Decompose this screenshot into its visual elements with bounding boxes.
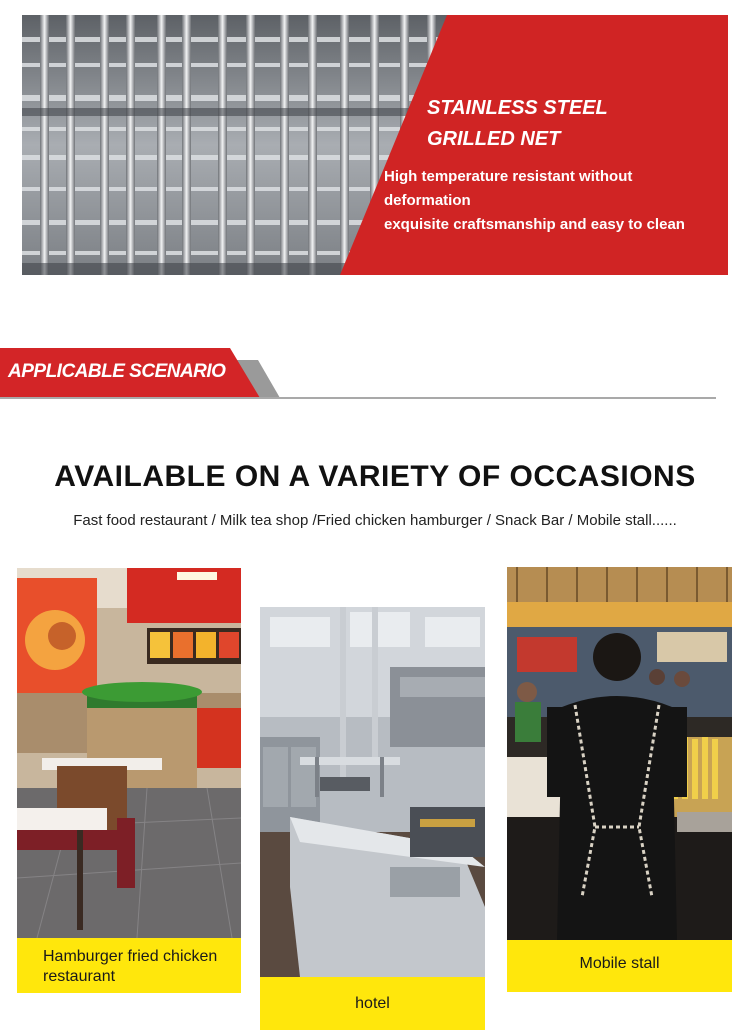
- mobile-stall-photo: [507, 567, 732, 940]
- hotel-kitchen-photo: [260, 607, 485, 977]
- section-title: APPLICABLE SCENARIO: [8, 361, 226, 382]
- banner-desc-line: exquisite craftsmanship and easy to clean: [384, 216, 685, 233]
- scenario-label-hotel: hotel: [260, 977, 485, 1030]
- banner-title: STAINLESS STEEL GRILLED NET: [427, 97, 608, 150]
- banner-desc-line: deformation: [384, 192, 471, 209]
- occasions-list: Fast food restaurant / Milk tea shop /Fried chicken hamburger / Snack Bar / Mobile stall......: [73, 512, 677, 529]
- banner-desc-line: High temperature resistant without: [384, 168, 633, 185]
- section-divider: [0, 397, 716, 399]
- restaurant-photo: [17, 568, 241, 938]
- banner-description: [384, 165, 728, 237]
- page-headline: AVAILABLE ON A VARIETY OF OCCASIONS: [54, 460, 696, 493]
- scenario-label-mobile-stall: Mobile stall: [507, 940, 732, 992]
- product-banner: [22, 15, 728, 275]
- scenario-label-restaurant: Hamburger fried chicken restaurant: [17, 938, 241, 993]
